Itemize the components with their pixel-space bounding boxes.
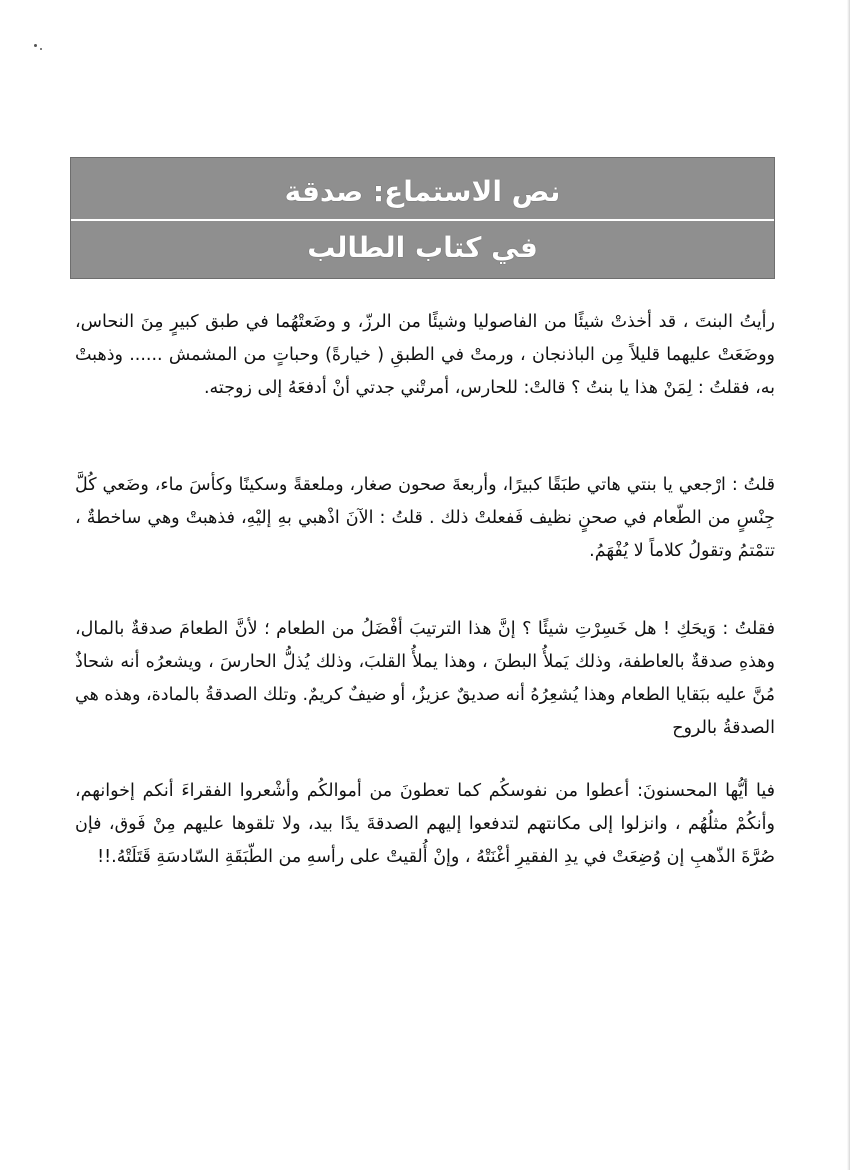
page-title: نص الاستماع: صدقة: [284, 175, 561, 208]
scan-speck: [40, 48, 42, 50]
paragraph: رأيتُ البنتَ ، قد أخذتْ شيئًا من الفاصوليا وشيئًا من الرزّ، و وضَعتْهُما في طبق كبيرٍ مِنَ النحاس، ووضَعَتْ عليهما قليلاً مِن الباذنجان ، ورمتْ في الطبقِ ( خيارةً) وحباتٍ من المشمش ...... وذهبتْ به، فقلتُ : لِمَنْ هذا يا بنتُ ؟ قالتْ: للحارس، أمرتْني جدتي أنْ أدفعَهُ إلى زوجته.: [75, 312, 775, 398]
title-banner: [70, 157, 775, 279]
paragraph: فقلتُ : وَيحَكِ ! هل خَسِرْتِ شيئًا ؟ إنَّ هذا الترتيبَ أفْضَلُ من الطعام ؛ لأنَّ الطعامَ صدقةٌ بالمال، وهذهِ صدقةٌ بالعاطفة، وذلك يَملأُ البطنَ ، وهذا يملأُ القلبَ، وذلك يُذلُّ الحارسَ ، ويشعرُه أنه شحاذٌ مُنَّ عليه ببَقايا الطعام وهذا يُشعِرُهُ أنه صديقٌ عزيزٌ، أو ضيفٌ كريمٌ. وتلك الصدقةُ بالمادة، وهذه هي الصدقةُ بالروح: [75, 619, 775, 738]
page-subtitle: في كتاب الطالب: [307, 231, 538, 264]
paragraph: فيا أيُّها المحسنونَ: أعطوا من نفوسكُم كما تعطونَ من أموالكُم وأشْعروا الفقراءَ أنكم إخوانهم، وأنكُمْ مثلُهُم ، وانزلوا إلى مكانتهم لتدفعوا إليهم الصدقةَ يدًا بيد، ولا تلقوها عليهم مِنْ فَوق، فإن صُرَّةَ الذّهبِ إن وُضِعَتْ في يدِ الفقيرِ أغْنَتْهُ ، وإنْ أُلقيتْ على رأسهِ من الطّبَقَةِ السّادسَةِ قَتَلَتْهُ.!!: [75, 781, 775, 867]
banner-divider: [71, 219, 774, 221]
scan-speck: [34, 44, 37, 47]
paragraph: قلتُ : ارْجعي يا بنتي هاتي طبَقًا كبيرًا، وأربعةَ صحون صغار، وملعقةً وسكينًا وكأسَ ماء، وضَعي كُلَّ جِنْسٍ من الطّعام في صحنٍ نظيف فَفعلتْ ذلك . قلتُ : الآنَ اذْهبي بهِ إليْهِ، فذهبتْ وهي ساخطةٌ ، تتمْتمُ وتقولُ كلاماً لا يُفْهَمُ.: [75, 475, 775, 561]
